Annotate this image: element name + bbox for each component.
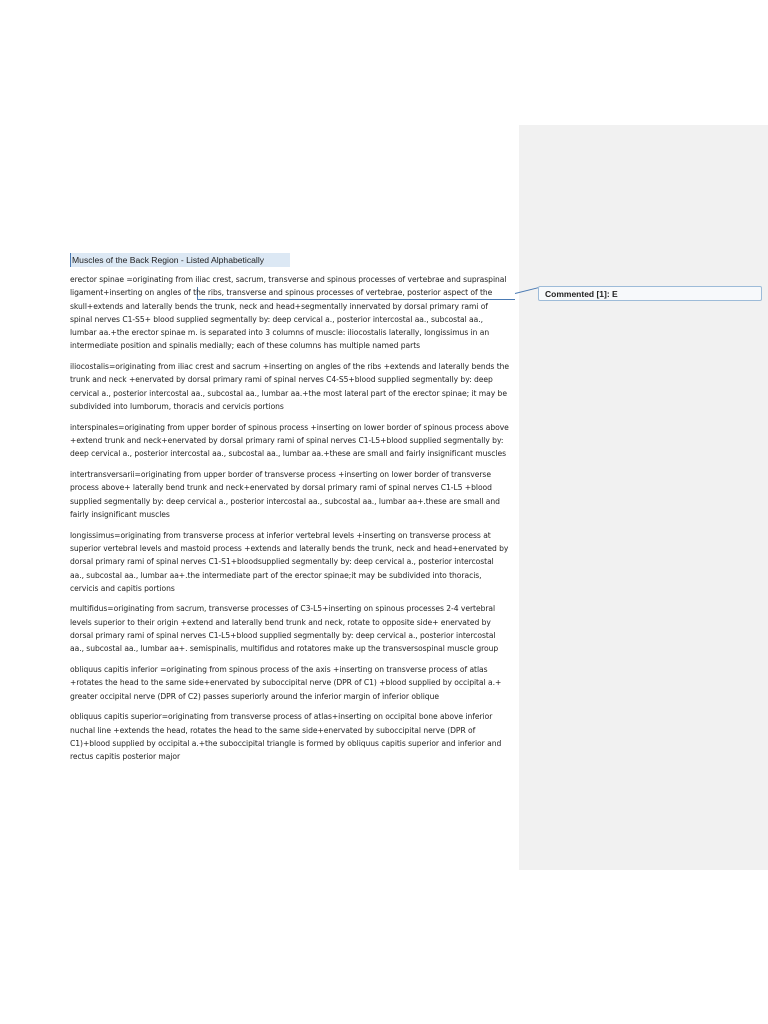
paragraph-obliquus-capitis-superior[interactable]: obliquus capitis superior=originating from transverse process of atlas+inserting on occipital bone above inferior nuchal line +extends the head, rotates the head to the same side+enervated by suboccipital nerve (DPR of C1)+blood supplied by occipital a.+the suboccipital triangle is formed by obliquus capitis superior and inferior and rectus capitis posterior major — [70, 712, 502, 762]
paragraph-multifidus[interactable]: multifidus=originating from sacrum, transverse processes of C3-L5+inserting on spinous processes 2-4 vertebral levels superior to their origin +extend and laterally bend trunk and neck, rotate to opposite side+ enervated by dorsal primary rami of spinal nerves C1-L5+blood supplied segmentally by: deep cervical a., posterior intercostal aa., subcostal aa., lumbar aa+. semispinalis, multifidus and rotatores make up the transversospinal muscle group — [70, 604, 499, 654]
paragraph-iliocostalis[interactable]: iliocostalis=originating from iliac crest and sacrum +inserting on angles of the ribs +extends and laterally bends the trunk and neck +enervated by dorsal primary rami of spinal nerves C4-S5+blood supplied segmentally by: deep cervical a., posterior intercostal aa., subcostal aa., lumbar aa.+the most lateral part of the erector spinae; it may be subdivided into lumborum, thoracis and cervicis portions — [70, 362, 510, 412]
paragraph-intertransversarii[interactable]: intertransversarii=originating from upper border of transverse process +inserting on lower border of transverse process above+ laterally bend trunk and neck+enervated by dorsal primary rami of spinal nerves C1-L5 +blood supplied segmentally by: deep cervical a., posterior intercostal aa., subcostal aa., lumbar aa+.these are small and fairly insignificant muscles — [70, 470, 500, 519]
comment-pane — [519, 125, 768, 870]
paragraph-interspinales[interactable]: interspinales=originating from upper border of spinous process +inserting on lower border of spinous process above +extend trunk and neck+enervated by dorsal primary rami of spinal nerves C1-L5+blood supplied segmentally by: deep cervical a., posterior intercostal aa., subcostal aa., lumbar aa.+these are small and fairly insignificant muscles — [70, 422, 509, 459]
paragraph-erector-spinae[interactable]: erector spinae =originating from iliac crest, sacrum, transverse and spinous processes of vertebrae and supraspinal ligament+inserting on angles of the ribs, transverse and spinous processes of vertebrae, posterior aspect of the skull+extends and laterally bends the trunk, neck and head+segmentally innervated by dorsal primary rami of spinal nerves C1-S5+ blood supplied segmentally by: deep cervical a., posterior intercostal aa., subcostal aa., lumbar aa.+the erector spinae m. is separated into 3 columns of muscle: iliocostalis laterally, longissimus in an intermediate position and spinalis medially; each of these columns has multiple named parts — [70, 275, 507, 351]
document-title[interactable]: Muscles of the Back Region - Listed Alphabetically — [70, 253, 290, 267]
document-body — [70, 273, 510, 771]
paragraph-obliquus-capitis-inferior[interactable]: obliquus capitis inferior =originating from spinous process of the axis +inserting on transverse process of atlas +rotates the head to the same side+enervated by suboccipital nerve (DPR of C1) +blood supplied by occipital a.+ greater occipital nerve (DPR of C2) passes superiorly around the inferior margin of inferior oblique — [70, 665, 502, 701]
comment-label: Commented [1]: E — [545, 289, 618, 299]
comment-balloon[interactable] — [538, 286, 762, 301]
paragraph-longissimus[interactable]: longissimus=originating from transverse process at inferior vertebral levels +inserting on transverse process at superior vertebral levels and mastoid process +extends and laterally bends the trunk, neck and head+enervated by dorsal primary rami of spinal nerves C1-S1+bloodsupplied segmentally by: deep cervical a., posterior intercostal aa., subcostal aa., lumbar aa+.the intermediate part of the erector spinae;it may be subdivided into thoracis, cervicis and capitis portions — [70, 530, 509, 593]
